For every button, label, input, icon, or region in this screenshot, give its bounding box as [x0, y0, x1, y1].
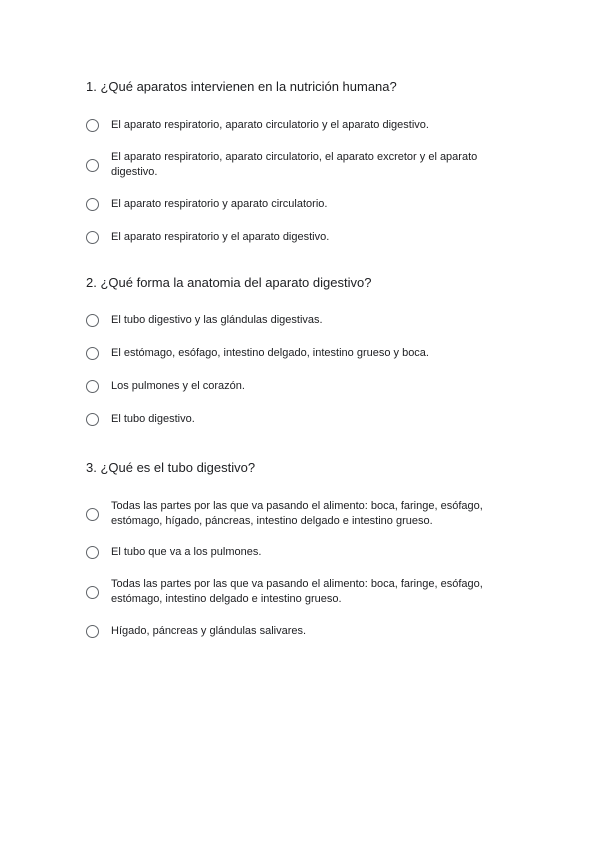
option-label: El tubo digestivo y las glándulas digestivas.: [111, 314, 323, 326]
radio-button[interactable]: [86, 508, 99, 521]
question-2-option-1[interactable]: [86, 313, 556, 328]
question-3-option-4[interactable]: [86, 624, 556, 639]
question-1: [86, 79, 556, 95]
question-3-option-2[interactable]: [86, 545, 556, 560]
question-1-option-4[interactable]: [86, 230, 556, 245]
option-label: Todas las partes por las que va pasando el alimento: boca, faringe, esófago, estómago, intestino delgado e intestino grueso.: [111, 578, 483, 605]
option-label: Los pulmones y el corazón.: [111, 380, 245, 392]
question-1-option-3[interactable]: [86, 197, 556, 212]
question-1-option-2[interactable]: [86, 150, 556, 180]
option-label: El aparato respiratorio, aparato circulatorio, el aparato excretor y el aparato digestivo.: [111, 151, 478, 178]
radio-button[interactable]: [86, 119, 99, 132]
option-label: Todas las partes por las que va pasando el alimento: boca, faringe, esófago, estómago, hígado, páncreas, intestino delgado e intestino grueso.: [111, 500, 483, 527]
question-1-option-1[interactable]: [86, 118, 556, 133]
question-2-title: 2. ¿Qué forma la anatomia del aparato digestivo?: [86, 275, 372, 290]
question-2-option-4[interactable]: [86, 412, 556, 427]
radio-button[interactable]: [86, 625, 99, 638]
radio-button[interactable]: [86, 380, 99, 393]
option-label: El aparato respiratorio y aparato circulatorio.: [111, 198, 328, 210]
option-label: El aparato respiratorio, aparato circulatorio y el aparato digestivo.: [111, 119, 429, 131]
question-2: [86, 275, 556, 291]
option-label: El aparato respiratorio y el aparato digestivo.: [111, 231, 330, 243]
question-1-title: 1. ¿Qué aparatos intervienen en la nutrición humana?: [86, 79, 397, 94]
radio-button[interactable]: [86, 198, 99, 211]
radio-button[interactable]: [86, 413, 99, 426]
radio-button[interactable]: [86, 314, 99, 327]
option-label: El tubo que va a los pulmones.: [111, 546, 262, 558]
question-2-option-3[interactable]: [86, 379, 556, 394]
radio-button[interactable]: [86, 546, 99, 559]
question-3-option-1[interactable]: [86, 499, 556, 529]
radio-button[interactable]: [86, 586, 99, 599]
option-label: Hígado, páncreas y glándulas salivares.: [111, 625, 307, 637]
question-2-option-2[interactable]: [86, 346, 556, 361]
radio-button[interactable]: [86, 347, 99, 360]
question-3-option-3[interactable]: [86, 577, 556, 607]
radio-button[interactable]: [86, 231, 99, 244]
option-label: El estómago, esófago, intestino delgado, intestino grueso y boca.: [111, 347, 429, 359]
radio-button[interactable]: [86, 159, 99, 172]
question-3-title: 3. ¿Qué es el tubo digestivo?: [86, 460, 256, 475]
question-3: [86, 460, 556, 476]
option-label: El tubo digestivo.: [111, 413, 195, 425]
